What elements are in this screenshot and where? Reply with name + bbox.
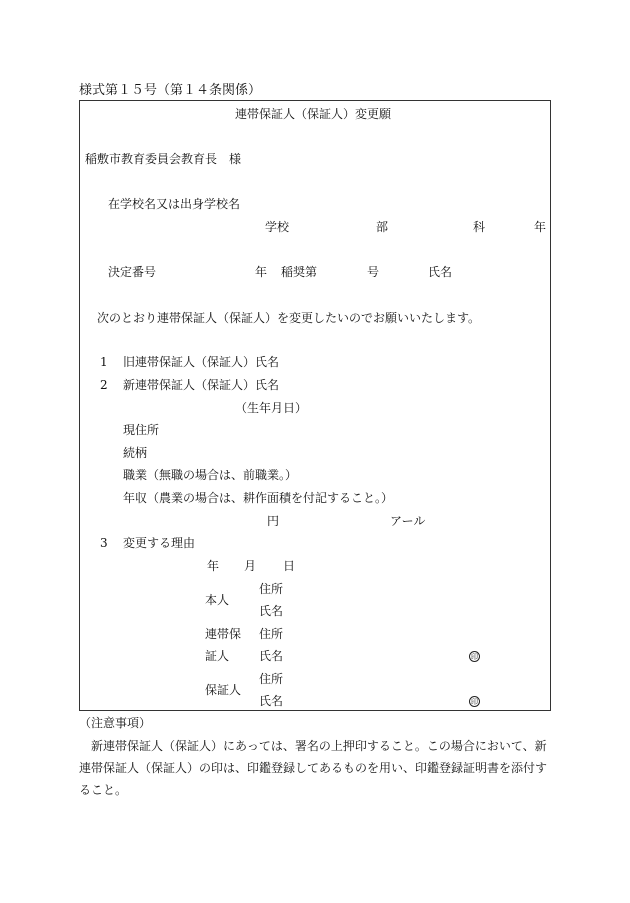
relationship-label: 続柄: [123, 446, 148, 460]
birth-date-label: （生年月日）: [235, 401, 308, 415]
guarantor-label: 保証人: [205, 683, 242, 697]
guarantor-address-label: 住所: [259, 672, 284, 686]
self-address-label: 住所: [259, 582, 284, 596]
decision-year-unit: 年: [255, 265, 268, 279]
request-text: 次のとおり連帯保証人（保証人）を変更したいのでお願いいたします。: [97, 311, 481, 325]
school-unit-year: 年: [534, 220, 547, 234]
decision-prefix: 稲奨第: [281, 265, 318, 279]
guarantor-name-label: 氏名: [259, 694, 284, 708]
notes-heading: （注意事項）: [79, 716, 152, 730]
school-unit-dept: 部: [376, 220, 389, 234]
yen-unit: 円: [267, 514, 280, 528]
self-label: 本人: [205, 593, 230, 607]
item2-label: 新連帯保証人（保証人）氏名: [123, 378, 280, 392]
form-title: 連帯保証人（保証人）変更願: [235, 107, 392, 121]
sign-day: 日: [283, 559, 296, 573]
sign-month: 月: [244, 559, 257, 573]
address-label: 現住所: [123, 423, 160, 437]
decision-label: 決定番号: [108, 265, 157, 279]
item3-label: 変更する理由: [123, 536, 196, 550]
item1-label: 旧連帯保証人（保証人）氏名: [123, 355, 280, 369]
item2-number: 2: [100, 378, 108, 392]
item1-number: 1: [100, 355, 108, 369]
income-label: 年収（農業の場合は、耕作面積を付記すること。）: [123, 491, 394, 505]
form-box: [79, 100, 551, 711]
joint-guarantor-name-label: 氏名: [259, 649, 284, 663]
form-number: 様式第１５号（第１４条関係）: [79, 83, 262, 98]
joint-guarantor-seal-icon: 印: [471, 653, 478, 661]
school-label: 在学校名又は出身学校名: [108, 197, 241, 211]
addressee: 稲敷市教育委員会教育長 様: [85, 152, 242, 166]
school-unit-course: 科: [473, 220, 486, 234]
notes-line-1: 新連帯保証人（保証人）にあっては、署名の上押印すること。この場合において、新: [91, 739, 547, 753]
item3-number: 3: [100, 536, 108, 550]
occupation-label: 職業（無職の場合は、前職業。）: [123, 468, 298, 482]
guarantor-seal-icon: 印: [471, 698, 478, 706]
are-unit: アール: [390, 514, 426, 528]
notes-line-3: ること。: [79, 783, 128, 797]
school-unit-school: 学校: [265, 220, 290, 234]
joint-guarantor-label-line1: 連帯保: [205, 627, 242, 641]
notes-line-2: 連帯保証人（保証人）の印は、印鑑登録してあるものを用い、印鑑登録証明書を添付す: [79, 761, 548, 775]
joint-guarantor-label-line2: 証人: [205, 649, 230, 663]
decision-number-unit: 号: [367, 265, 380, 279]
self-name-label: 氏名: [259, 604, 284, 618]
joint-guarantor-address-label: 住所: [259, 627, 284, 641]
sign-year: 年: [207, 559, 220, 573]
decision-name-label: 氏名: [428, 265, 453, 279]
